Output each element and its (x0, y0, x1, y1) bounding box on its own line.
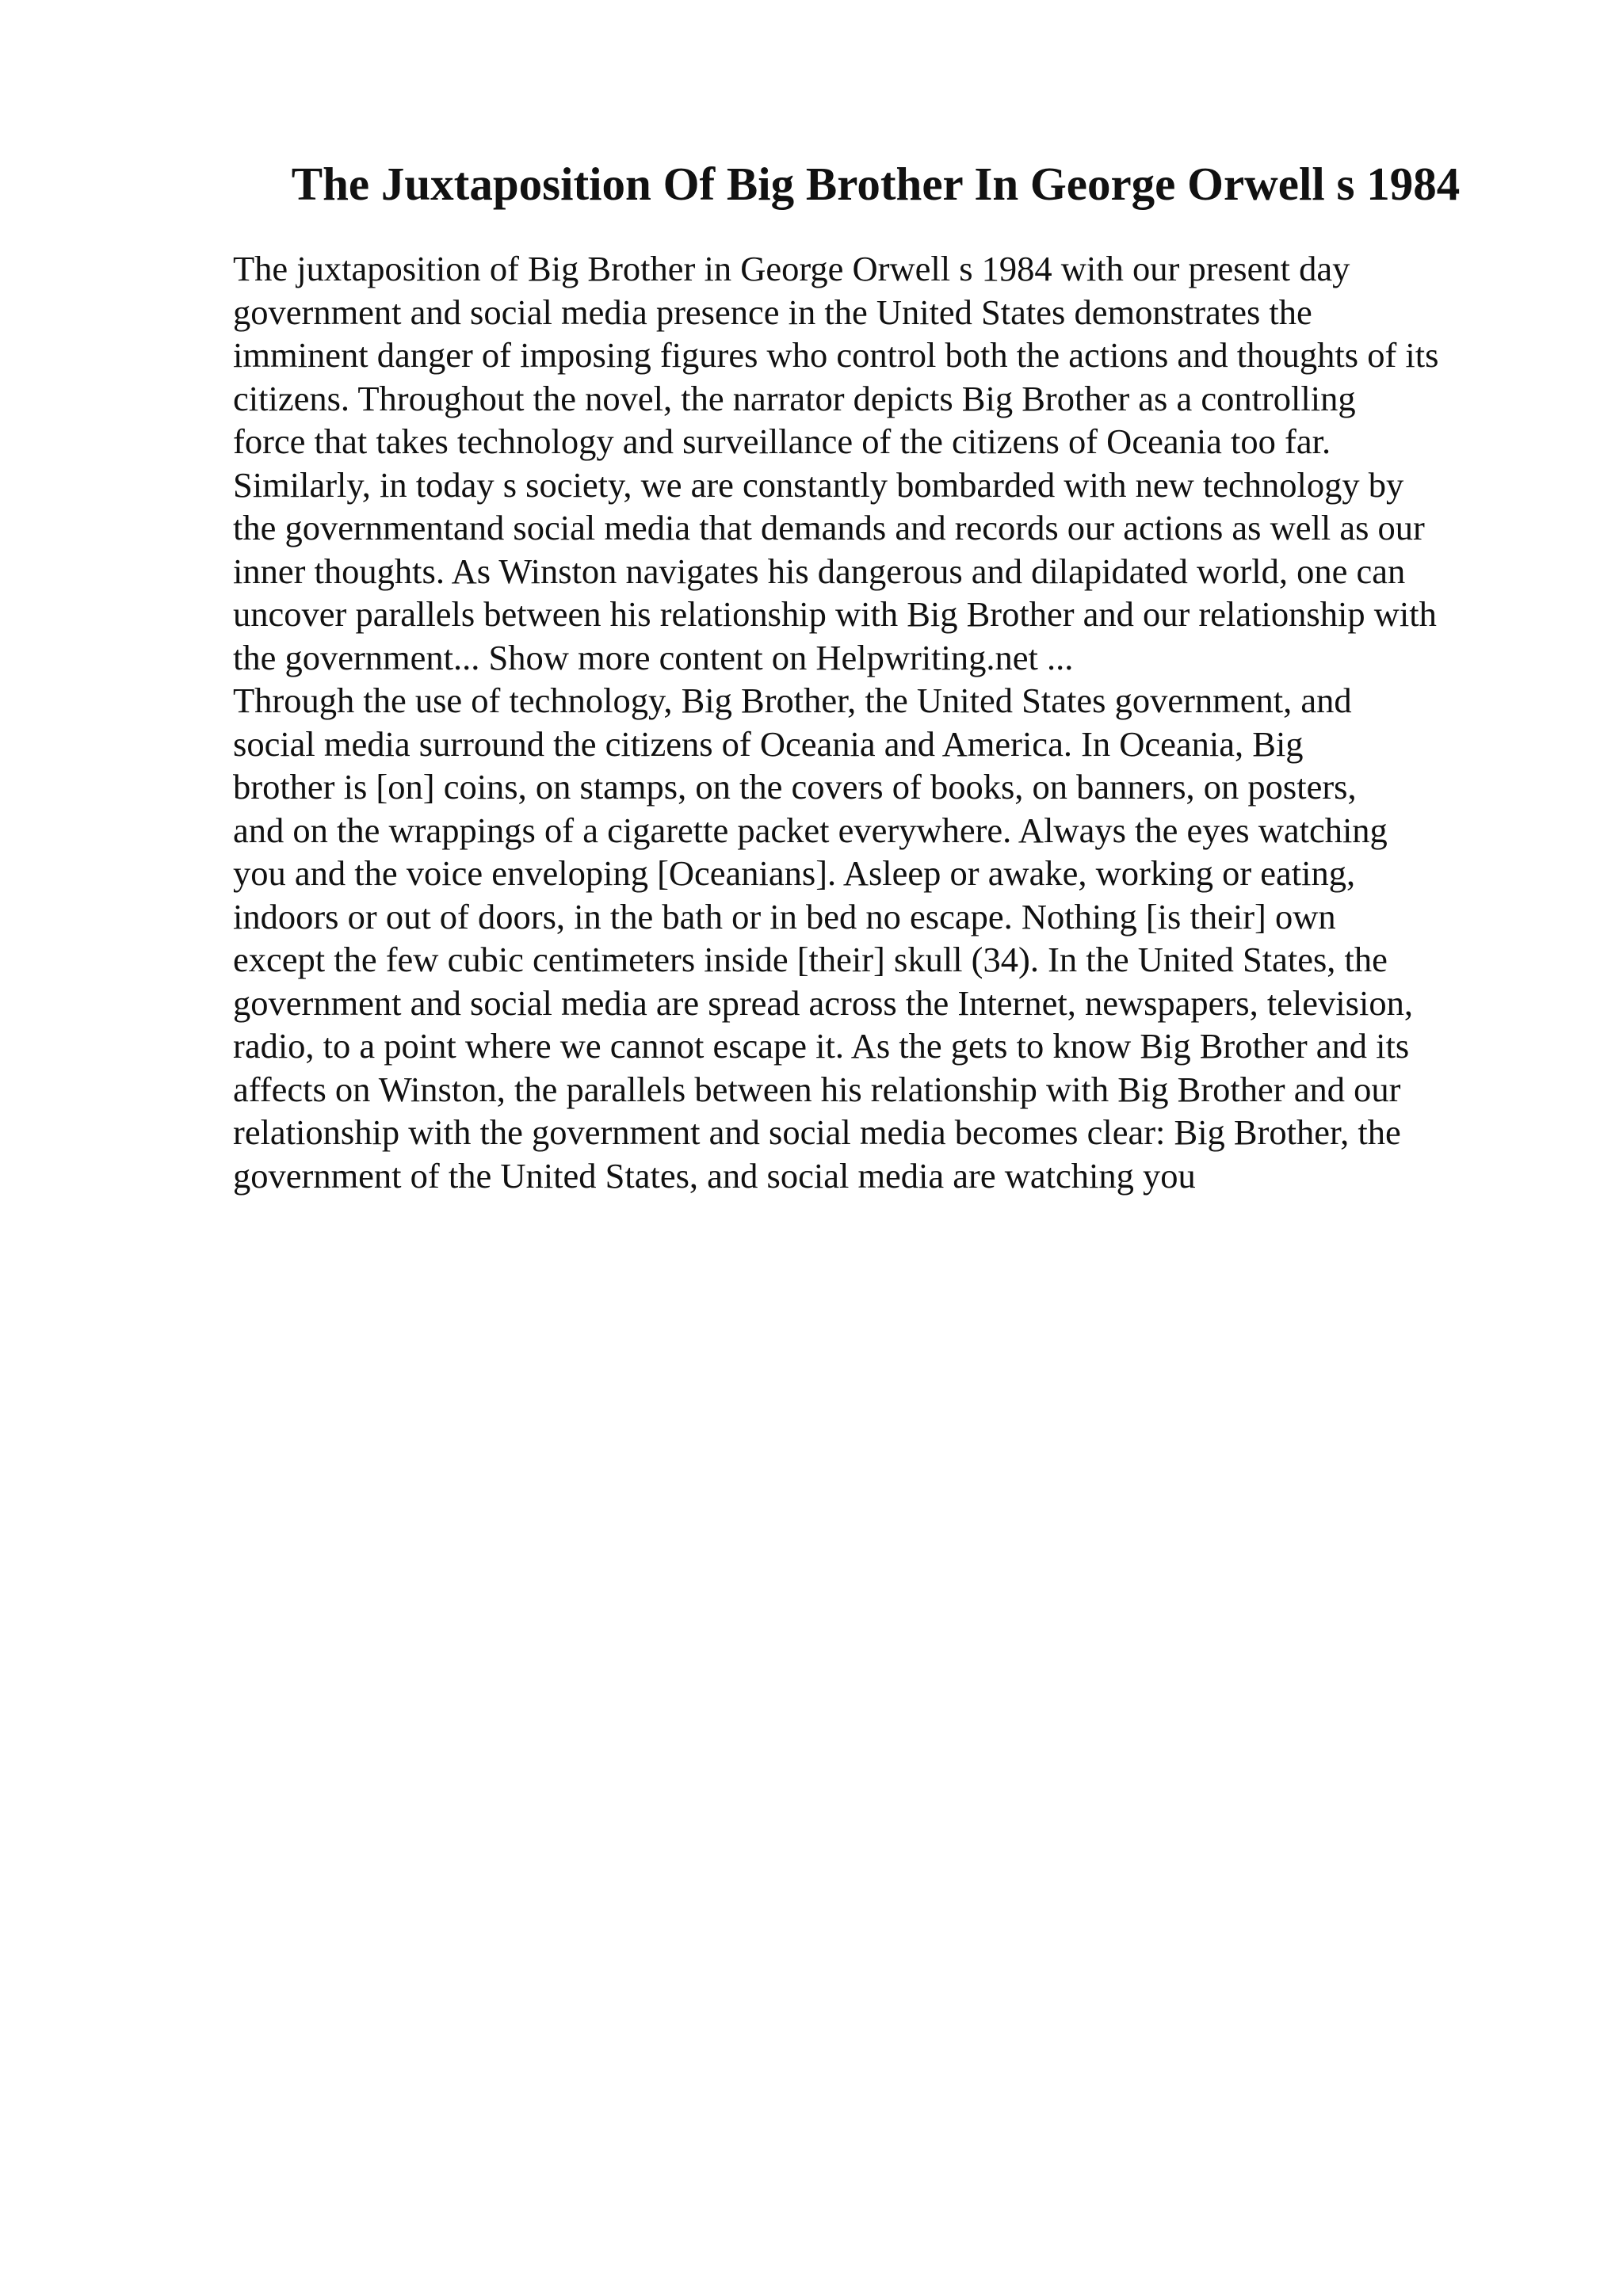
document-body (233, 247, 1509, 1197)
body-line: affects on Winston, the parallels between his relationship with Big Brother and our (233, 1069, 1401, 1109)
body-line: government and social media presence in the United States demonstrates the (233, 292, 1312, 332)
body-line: force that takes technology and surveillance of the citizens of Oceania too far. (233, 421, 1331, 461)
document-title: The Juxtaposition Of Big Brother In George Orwell s 1984 (291, 158, 1461, 210)
body-line: government and social media are spread across the Internet, newspapers, television, (233, 982, 1413, 1023)
body-line: brother is [on] coins, on stamps, on the covers of books, on banners, on posters, (233, 767, 1357, 807)
body-line: Through the use of technology, Big Brother, the United States government, and (233, 681, 1352, 720)
body-line: social media surround the citizens of Oceania and America. In Oceania, Big (233, 723, 1304, 764)
body-line: you and the voice enveloping [Oceanians]. Asleep or awake, working or eating, (233, 853, 1356, 893)
body-line: imminent danger of imposing figures who control both the actions and thoughts of its (233, 335, 1439, 375)
body-line: inner thoughts. As Winston navigates his dangerous and dilapidated world, one can (233, 551, 1406, 591)
body-line: relationship with the government and social media becomes clear: Big Brother, the (233, 1112, 1401, 1152)
body-line: the governmentand social media that demands and records our actions as well as our (233, 508, 1425, 547)
body-line: government of the United States, and social media are watching you (233, 1155, 1196, 1196)
body-line: indoors or out of doors, in the bath or in bed no escape. Nothing [is their] own (233, 896, 1336, 936)
body-line: and on the wrappings of a cigarette packet everywhere. Always the eyes watching (233, 810, 1388, 850)
body-line: Similarly, in today s society, we are constantly bombarded with new technology by (233, 464, 1404, 505)
body-line: except the few cubic centimeters inside [their] skull (34). In the United States, the (233, 940, 1388, 979)
body-line: the government... Show more content on Helpwriting.net ... (233, 637, 1074, 677)
body-line: uncover parallels between his relationship with Big Brother and our relationship with (233, 594, 1437, 634)
body-line: The juxtaposition of Big Brother in George Orwell s 1984 with our present day (233, 249, 1350, 288)
body-line: citizens. Throughout the novel, the narrator depicts Big Brother as a controlling (233, 378, 1356, 418)
body-line: radio, to a point where we cannot escape it. As the gets to know Big Brother and its (233, 1026, 1410, 1066)
